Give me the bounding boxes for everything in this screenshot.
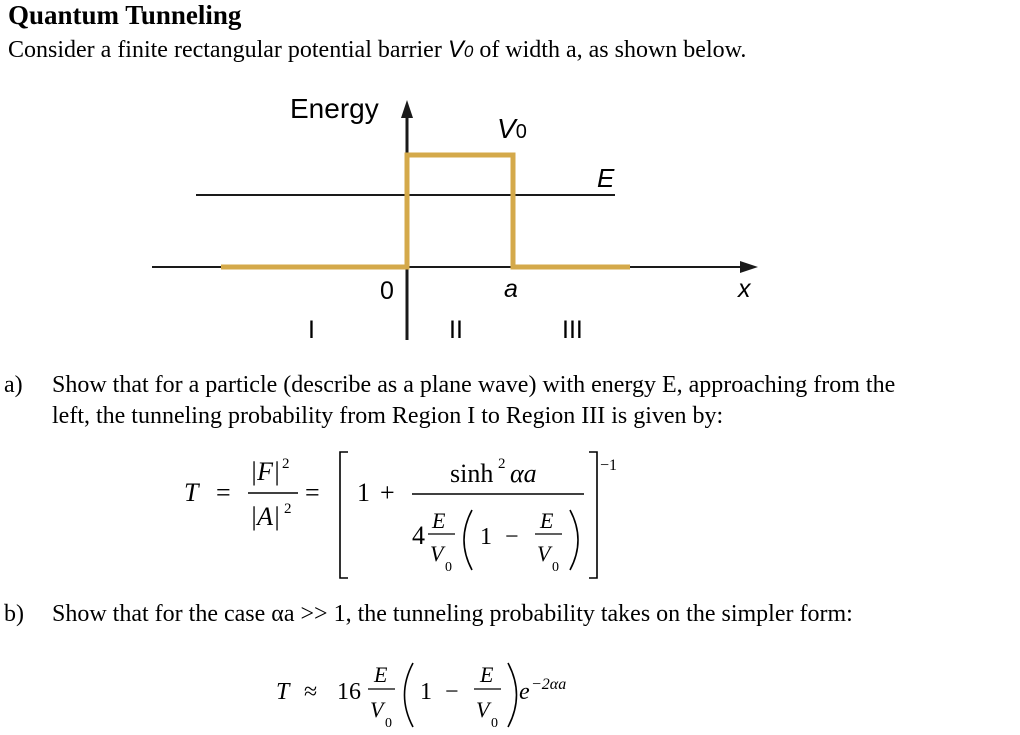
eq-a-F: |F|: [250, 457, 281, 486]
eq-a-equals-1: =: [216, 478, 231, 507]
region-label-1: I: [308, 316, 315, 344]
eq-a-V2-sub: 0: [552, 560, 559, 575]
part-b-label: b): [4, 601, 24, 627]
eq-a-minus: −: [505, 524, 519, 550]
eq-b-right-paren: [508, 663, 517, 727]
eq-a-one: 1: [357, 478, 370, 507]
eq-b-one: 1: [420, 679, 432, 705]
eq-a-equals-2: =: [305, 478, 320, 507]
eq-a-left-bracket: [340, 452, 348, 578]
origin-label: 0: [380, 277, 394, 305]
eq-b-sixteen: 16: [337, 679, 361, 705]
eq-a-sinh-sq: 2: [498, 456, 506, 472]
eq-b-V2-sub: 0: [491, 716, 498, 731]
eq-a-T: T: [184, 478, 199, 507]
eq-a-left-paren: [464, 510, 472, 570]
eq-b-V1-sub: 0: [385, 716, 392, 731]
eq-a-exponent: −1: [600, 457, 618, 474]
x-axis-arrow: [740, 261, 758, 273]
eq-a-sinh: sinh: [450, 459, 494, 488]
eq-a-V1: V: [430, 541, 444, 566]
v0-label-main: V: [497, 113, 516, 144]
eq-b-E1: E: [374, 662, 388, 687]
intro-symbol: V: [447, 36, 464, 63]
eq-a-inner-one: 1: [480, 524, 492, 550]
part-a-label: a): [4, 372, 23, 398]
eq-a-alpha-a: αa: [510, 459, 537, 488]
eq-a-right-paren: [570, 510, 578, 570]
eq-b-T: T: [276, 679, 290, 705]
intro-pre: Consider a finite rectangular potential barrier: [8, 37, 448, 63]
x-label: x: [738, 275, 751, 303]
intro-symbol-sub: 0: [463, 42, 474, 61]
part-a-line-2: left, the tunneling probability from Region I to Region III is given by:: [52, 403, 724, 429]
eq-b-V1: V: [370, 697, 384, 722]
eq-a-F-sq: 2: [282, 456, 290, 472]
eq-a-E2: E: [540, 508, 554, 533]
region-label-2: II: [449, 316, 463, 344]
region-label-3: III: [562, 316, 583, 344]
eq-b-e: e: [519, 679, 530, 705]
eq-a-V2: V: [537, 541, 551, 566]
eq-b-V2: V: [476, 697, 490, 722]
eq-b-exponent: −2αa: [531, 676, 567, 693]
transmission-equation: [0, 440, 1020, 590]
eq-b-E2: E: [480, 662, 494, 687]
intro-post: of width a, as shown below.: [473, 37, 747, 63]
approx-equation: [0, 645, 1020, 735]
a-label: a: [504, 275, 518, 303]
eq-a-A-sq: 2: [284, 501, 292, 517]
potential-barrier: [221, 155, 630, 267]
eq-b-approx: ≈: [304, 679, 318, 705]
part-b-line-1: Show that for the case αa >> 1, the tunneling probability takes on the simpler form:: [52, 601, 853, 627]
eq-a-E1: E: [432, 508, 446, 533]
eq-b-left-paren: [405, 663, 414, 727]
page-title: Quantum Tunneling: [8, 0, 242, 30]
energy-axis-label: Energy: [290, 93, 379, 124]
energy-axis-arrow: [401, 100, 413, 118]
potential-barrier-diagram: [0, 0, 1020, 360]
eq-a-plus: +: [380, 478, 395, 507]
e-label: E: [597, 163, 615, 193]
eq-a-right-bracket: [589, 452, 597, 578]
eq-a-four: 4: [412, 521, 425, 550]
part-a-line-1: Show that for a particle (describe as a plane wave) with energy E, approaching from the: [52, 372, 896, 398]
v0-label-sub: 0: [515, 121, 527, 143]
eq-a-V1-sub: 0: [445, 560, 452, 575]
v0-label: [497, 113, 527, 144]
eq-b-minus: −: [445, 679, 459, 705]
eq-a-A: |A|: [250, 502, 281, 531]
